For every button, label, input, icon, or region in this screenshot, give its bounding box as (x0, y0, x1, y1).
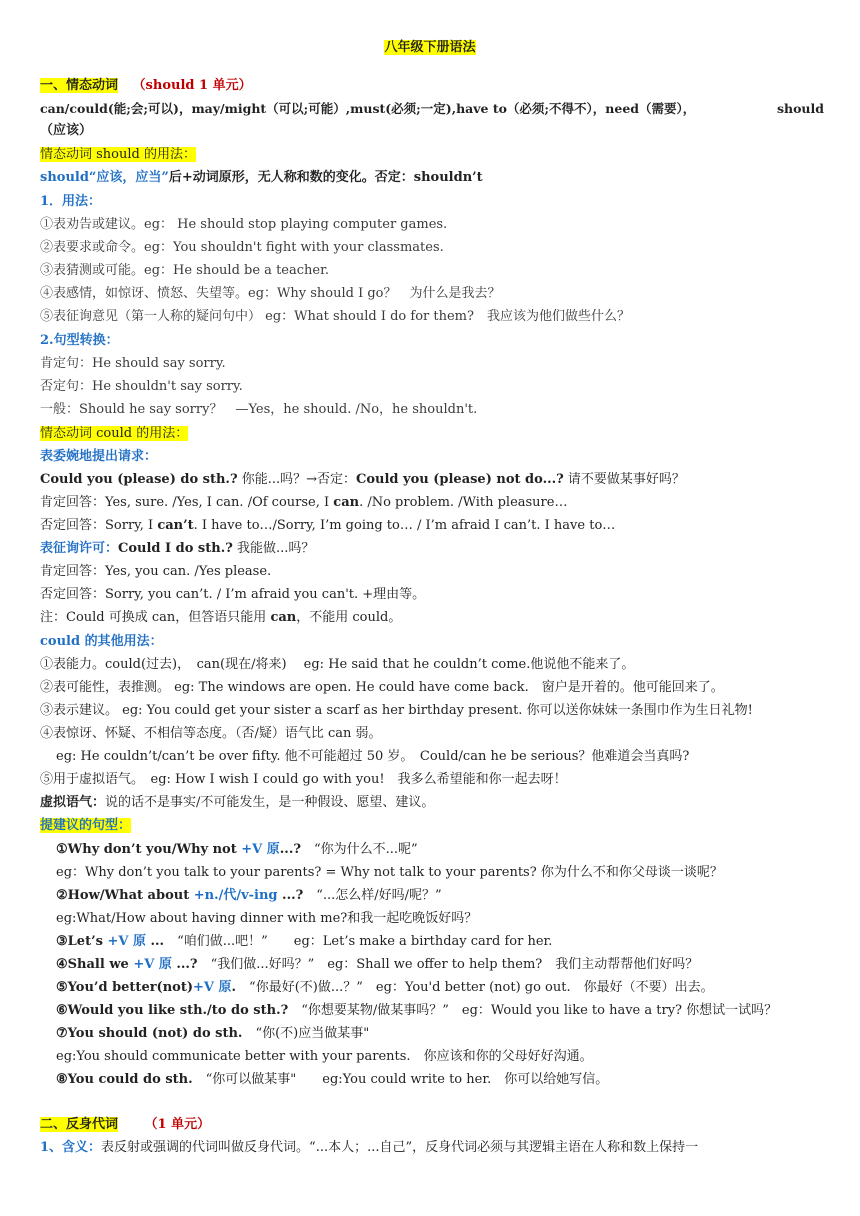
positive-reply: 肯定回答：Yes, sure. /Yes, I can. /Of course, I can. /No problem. /With pleasure… (40, 495, 568, 510)
section-2-heading: 二、反身代词 （1 单元） (40, 1117, 211, 1132)
request-title: 表委婉地提出请求： (40, 449, 158, 464)
usage-item: ⑤表征询意见（第一人称的疑问句中） eg：What should I do for them? 我应该为他们做些什么？ (40, 309, 630, 324)
suggestion-pattern-2: ②How/What about +n./代/v-ing ...? “...怎么样/好吗/呢？” (56, 888, 442, 903)
suggestion-pattern-4: ④Shall we +V 原 ...? “我们做...好吗？” eg：Shall we offer to help them? 我们主动帮帮他们好吗？ (56, 957, 699, 972)
transform-item: 否定句：He shouldn't say sorry. (40, 379, 243, 394)
usage-item: ①表劝告或建议。eg： He should stop playing computer games. (40, 217, 448, 232)
other-usage-example: eg: He couldn’t/can’t be over fifty. 他不可能超过 50 岁。 Could/can he be serious？他难道会当真吗? (56, 749, 690, 764)
could-usage-title: 情态动词 could 的用法： (40, 426, 189, 441)
section-1-heading: 一、情态动词 （should 1 单元） (40, 78, 252, 93)
other-usage-item: ①表能力。could(过去)， can(现在/将来) eg: He said that he couldn’t come.他说他不能来了。 (40, 657, 635, 672)
should-definition: should“应该，应当”后+动词原形，无人称和数的变化。否定：shouldn’t (40, 170, 483, 185)
suggestion-pattern-1: ①Why don’t you/Why not +V 原...? “你为什么不...呢” (56, 842, 418, 857)
modal-verbs-list: can/could(能;会;可以)，may/might（可以;可能）,must(必须;一定),have to（必须;不得不），need（需要）， should (40, 101, 824, 116)
request-pattern: Could you (please) do sth.? 你能...吗？→否定：Could you (please) not do...? 请不要做某事好吗？ (40, 472, 685, 487)
usage-title: 1．用法： (40, 194, 102, 209)
permission-positive: 肯定回答：Yes, you can. /Yes please. (40, 564, 272, 579)
other-usage-item: ③表示建议。 eg: You could get your sister a scarf as her birthday present. 你可以送你妹妹一条围巾作为生日礼物! (40, 703, 753, 718)
suggestion-patterns-title: 提建议的句型： (40, 818, 132, 833)
transform-item: 一般：Should he say sorry？ —Yes，he should. /No，he shouldn't. (40, 402, 478, 417)
negative-reply: 否定回答：Sorry, I can’t. I have to…/Sorry, I’m going to… / I’m afraid I can’t. I have to… (40, 518, 616, 533)
page-title (0, 38, 860, 58)
reflexive-definition: 1、含义：表反射或强调的代词叫做反身代词。“...本人；...自己”，反身代词必须与其逻辑主语在人称和数上保持一 (40, 1140, 699, 1155)
other-usage-item: ④表惊讶、怀疑、不相信等态度。（否/疑）语气比 can 弱。 (40, 726, 382, 741)
other-usage-title: could 的其他用法： (40, 634, 163, 649)
suggestion-pattern-6: ⑥Would you like sth./to do sth.? “你想要某物/做某事吗？” eg：Would you like to have a try? 你想试一试吗？ (56, 1003, 778, 1018)
subjunctive-note: 虚拟语气：说的话不是事实/不可能发生，是一种假设、愿望、建议。 (40, 795, 435, 810)
transform-item: 肯定句：He should say sorry. (40, 356, 226, 371)
suggestion-example-7: eg:You should communicate better with your parents. 你应该和你的父母好好沟通。 (56, 1049, 593, 1064)
note: 注：Could 可换成 can，但答语只能用 can，不能用 could。 (40, 610, 402, 625)
usage-item: ④表感情，如惊讶、愤怒、失望等。eg：Why should I go？ 为什么是我去？ (40, 286, 501, 301)
suggestion-example-2: eg:What/How about having dinner with me?和我一起吃晚饭好吗？ (56, 911, 478, 926)
permission-pattern: 表征询许可：Could I do sth.? 我能做...吗？ (40, 541, 315, 556)
suggestion-example-1: eg：Why don’t you talk to your parents? = Why not talk to your parents? 你为什么不和你父母谈一谈呢？ (56, 865, 723, 880)
transform-title: 2.句型转换： (40, 333, 119, 348)
other-usage-item: ⑤用于虚拟语气。 eg: How I wish I could go with you! 我多么希望能和你一起去呀！ (40, 772, 567, 787)
other-usage-item: ②表可能性，表推测。 eg: The windows are open. He could have come back. 窗户是开着的。他可能回来了。 (40, 680, 724, 695)
title-text: 八年级下册语法 (384, 40, 476, 55)
permission-negative: 否定回答：Sorry, you can’t. / I’m afraid you can't. +理由等。 (40, 587, 426, 602)
modal-verbs-list-cont: （应该） (40, 123, 93, 138)
suggestion-pattern-3: ③Let’s +V 原 ... “咱们做...吧！” eg：Let’s make a birthday card for her. (56, 934, 553, 949)
suggestion-pattern-5: ⑤You’d better(not)+V 原. “你最好(不)做...？” eg：You'd better (not) go out. 你最好（不要）出去。 (56, 980, 714, 995)
suggestion-pattern-7: ⑦You should (not) do sth. “你(不)应当做某事" (56, 1026, 370, 1041)
usage-item: ②表要求或命令。eg：You shouldn't fight with your classmates. (40, 240, 444, 255)
suggestion-pattern-8: ⑧You could do sth. “你可以做某事" eg:You could write to her. 你可以给她写信。 (56, 1072, 609, 1087)
usage-item: ③表猜测或可能。eg：He should be a teacher. (40, 263, 329, 278)
should-usage-title: 情态动词 should 的用法： (40, 147, 196, 162)
